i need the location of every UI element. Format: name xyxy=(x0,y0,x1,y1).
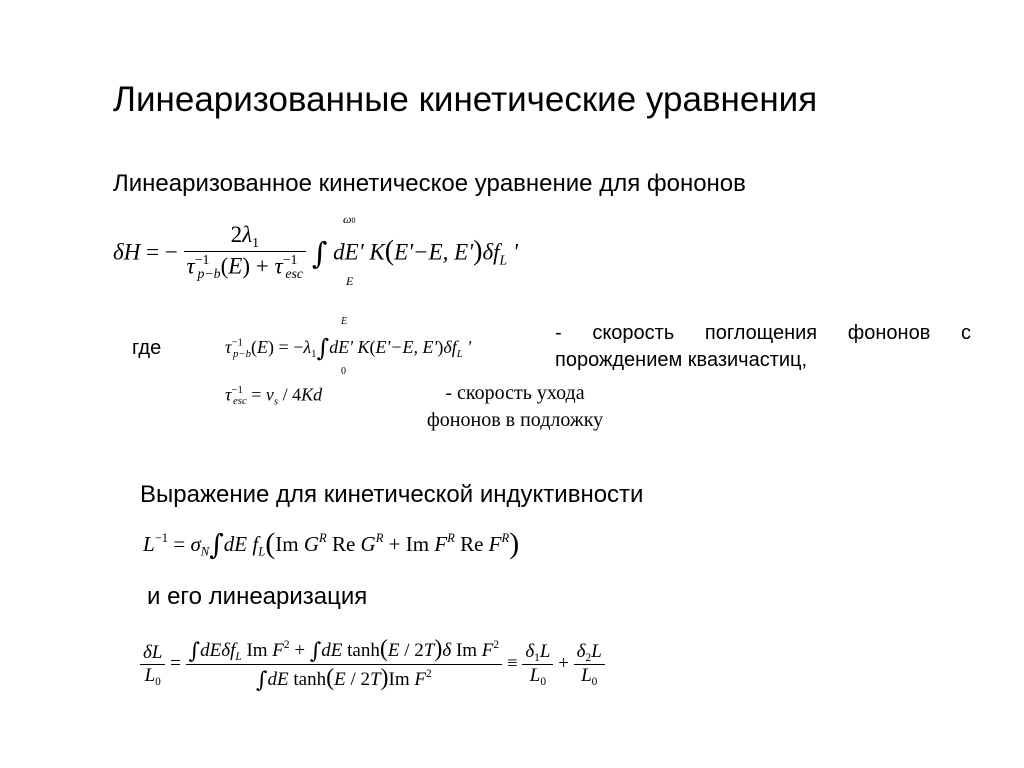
description-esc xyxy=(410,380,620,434)
subtitle-phonons: Линеаризованное кинетическое уравнение для фононов xyxy=(113,170,746,197)
subtitle-inductance: Выражение для кинетической индуктивности xyxy=(140,481,644,508)
tau-pb-equation: $\tau^{-1}_{p-b}(E) = -\lambda_1\int dE'$ K(E'−E, $E')\delta f_L$ ' xyxy=(225,334,472,362)
integral-upper-limit: ω0 xyxy=(343,212,356,226)
description-pb: - скорость поглощения фононов с порождением квазичастиц, xyxy=(555,322,971,371)
description-esc-line2: фононов в подложку xyxy=(426,409,604,431)
where-label: где xyxy=(132,337,162,359)
slide-title: Линеаризованные кинетические уравнения xyxy=(113,80,818,119)
integral-lower-limit: 0 xyxy=(341,366,346,377)
phonon-equation: δH = − $\frac{2\lambda_1}{\tau^{-1}_{p-b}(E) + \tau^{-1}_{esc}}$ ∫ dE' K(E'−E, $E')\delta f_L$ ' xyxy=(113,222,518,282)
integral-upper-limit: E xyxy=(341,316,348,327)
linearization-equation: $\frac{\delta L}{L_0}$ = $\frac{\int dE\delta f_L Im F^2 + \int dE \tanh(E / 2T)\delta Im F^2}{\int dE \tanh(E / 2T)Im F^2}$ ≡ $\frac{\delta_1L}{L_0}$ + $\frac{\delta_2L}{L_0}$ xyxy=(140,636,605,693)
tau-esc-equation: $\tau^{-1}_{esc} = v_s / 4Kd$ xyxy=(225,384,323,408)
description-esc-line1: - скорость ухода xyxy=(445,382,585,404)
integral-lower-limit: E xyxy=(346,274,354,288)
inductance-equation: $L^{-1} = \sigma_N\int dE$ $f_L(Im$ $G^R$ Re $G^R + Im$ $F^R$ Re $F^R$) xyxy=(143,527,520,561)
subtitle-linearization: и его линеаризация xyxy=(147,583,368,610)
